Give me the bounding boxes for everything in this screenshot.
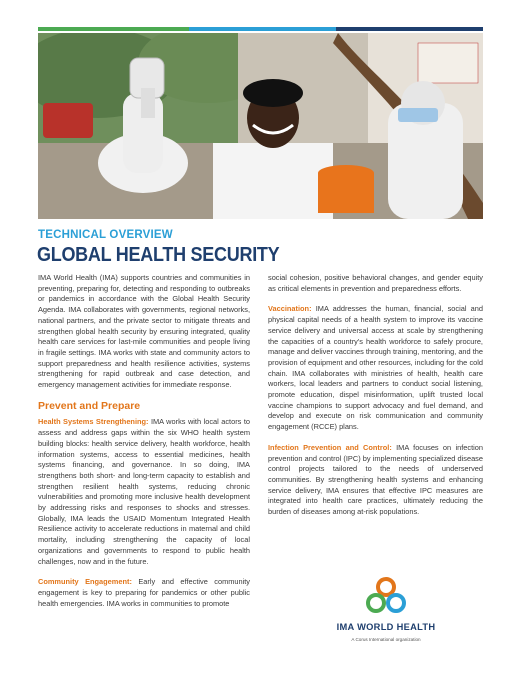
right-column [268, 273, 483, 528]
ipc-text: IMA focuses on infection prevention and control (IPC) by implementing specialized disease control projects tailored to the needs of underserved communities. By strengthening health systems and enhancing service delivery, IMA ensures that effective IPC measures are integrated into health care practices, ultimately reducing the burden of diseases among at-risk populations. [268, 442, 483, 517]
kicker-label: TECHNICAL OVERVIEW [38, 229, 173, 241]
left-column [38, 273, 250, 619]
logo-name: IMA WORLD HEALTH [336, 622, 436, 632]
page-title: GLOBAL HEALTH SECURITY [37, 244, 280, 266]
top-bar-blue [189, 27, 336, 31]
hero-photo-illustration [38, 33, 483, 219]
section-heading-prevent-prepare: Prevent and Prepare [38, 399, 141, 412]
hero-photo [38, 33, 483, 219]
hss-paragraph [38, 417, 250, 567]
ima-three-rings-logo-icon [364, 576, 408, 616]
intro-paragraph: IMA World Health (IMA) supports countries and communities in preventing, preparing for, detecting and responding to outbreaks or pandemics in accordance with the Global Health Security Agenda. IMA collaborates with governments, regional networks, national partners, and the private sector to mitigate threats and strengthen global health security by ensuring integrated, quality health care services for last-mile communities and people living in fragile settings. IMA works with state and community actors to support preparedness and health resilience activities, systems strengthening for rapid outbreak and case detection, and emergency management activities for immediate response. [38, 273, 250, 390]
top-bar-green [38, 27, 189, 31]
hss-lead: Health Systems Strengthening: [38, 417, 149, 427]
continuation-paragraph: social cohesion, positive behavioral changes, and gender equity as critical elements in prevention and preparedness efforts. [268, 273, 483, 293]
ipc-paragraph [268, 443, 483, 518]
ce-text: Early and effective community engagement is key to preparing for pandemics or other public health emergencies. IMA works in communities to promote [38, 577, 250, 608]
ima-logo [348, 576, 424, 616]
top-bar-navy [336, 27, 483, 31]
community-engagement-paragraph [38, 577, 250, 609]
logo-tagline: A Corus International organization [351, 637, 421, 642]
vacc-text: IMA addresses the human, financial, social and physical capital needs of a health system to improve its vaccine service delivery and universal access at scale by strengthening the capacities of a country's health workforce to safely procure, manage and deliver vaccines through training, mentoring, and the provision of equipment and other resources, including for the cold chain. IMA collaborates with ministries of health, health care workers, local leaders and partners to conduct social listening, promote education, dispel misinformation, uplift trusted local vaccine champions to support advocacy and fuel demand, and develop and execute on risk communication and community engagement (RCCE) plans. [268, 304, 483, 432]
vaccination-paragraph [268, 304, 483, 432]
top-color-bar [38, 27, 483, 31]
ipc-lead: Infection Prevention and Control: [268, 442, 392, 452]
ce-lead: Community Engagement: [38, 577, 132, 587]
vacc-lead: Vaccination: [268, 304, 312, 314]
hss-text: IMA works with local actors to assess and address gaps within the six WHO health system building blocks: health service delivery, health workforce, health information systems, access to essential medicines, health systems financing, and governance. In so doing, IMA strengthens both short- and long-term capacity to establish and strengthen resilient health systems, reducing chronic vulnerabilities and promoting more inclusive health development by addressing risks and responses to shocks and stresses. Globally, IMA leads the USAID Momentum Integrated Health Resilience activity to accelerate reductions in maternal and child mortality, including strengthening the capacity of local organizations and governments to respond to public health challenges, now and in the future. [38, 417, 251, 566]
